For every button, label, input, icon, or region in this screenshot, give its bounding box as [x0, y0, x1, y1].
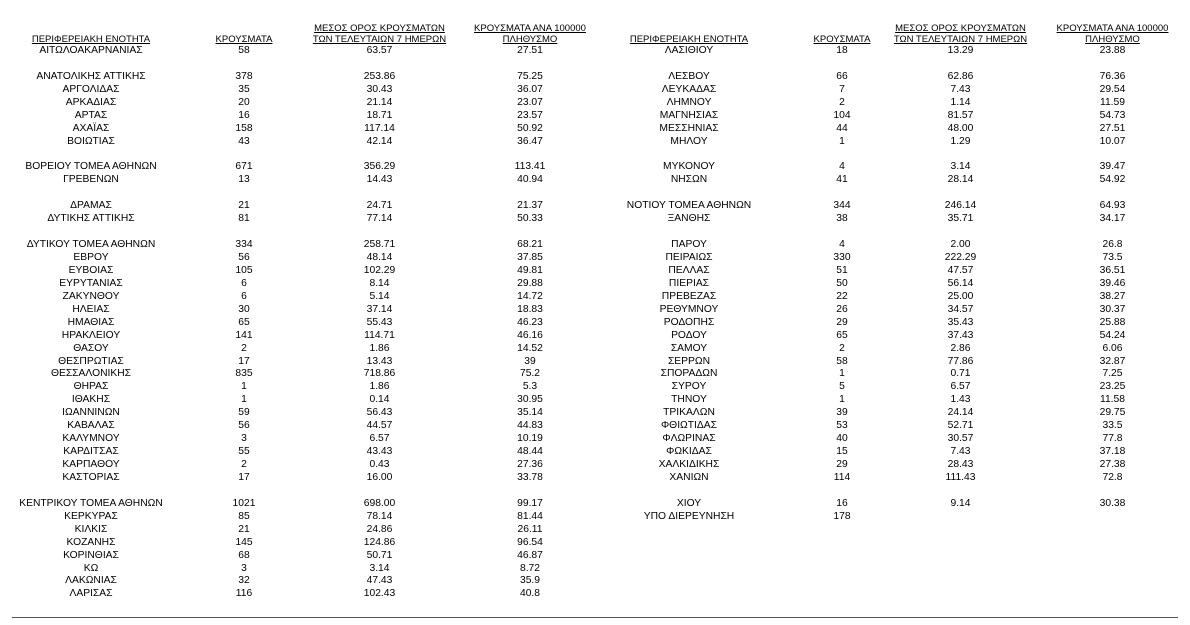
header-avg-line2: ΤΩΝ ΤΕΛΕΥΤΑΙΩΝ 7 ΗΜΕΡΩΝ [893, 34, 1028, 45]
cell-7day-average: 0.43 [369, 459, 390, 470]
cell-cases: 7 [839, 83, 845, 95]
cell-cases: 835 [235, 368, 253, 380]
cell-cases: 50 [836, 277, 848, 289]
cell-7day-average: 30.57 [947, 433, 974, 445]
cell-region: ΜΕΣΣΗΝΙΑΣ [659, 122, 719, 134]
cell-per-100k: 37.18 [1099, 446, 1126, 458]
cell-cases: 21 [238, 200, 250, 212]
cell-cases: 671 [235, 161, 253, 173]
cell-region: ΡΕΘΥΜΝΟΥ [659, 303, 719, 315]
cell-region: ΧΑΛΚΙΔΙΚΗΣ [658, 459, 720, 470]
cell-per-100k: 11.59 [1099, 96, 1125, 108]
cell-per-100k: 23.25 [1099, 381, 1126, 393]
cell-cases: 30 [238, 303, 250, 315]
cell-region: ΑΙΤΩΛΟΑΚΑΡΝΑΝΙΑΣ [39, 45, 143, 56]
cell-cases: 344 [833, 200, 851, 212]
cell-region: ΜΑΓΝΗΣΙΑΣ [659, 109, 719, 121]
cell-cases: 178 [833, 510, 851, 522]
cell-per-100k: 10.19 [517, 433, 543, 445]
cell-per-100k: 40.8 [519, 588, 541, 600]
cell-7day-average: 9.14 [950, 497, 971, 509]
cell-7day-average: 1.86 [369, 342, 390, 354]
cell-region: ΗΛΕΙΑΣ [72, 303, 110, 315]
cell-per-100k: 35.14 [517, 407, 543, 419]
cell-per-100k: 29.54 [1099, 83, 1126, 95]
cell-region: ΜΗΛΟΥ [670, 135, 708, 147]
cell-per-100k: 68.21 [517, 239, 543, 251]
cell-per-100k: 77.8 [1102, 433, 1123, 445]
cell-region: ΚΑΒΑΛΑΣ [67, 420, 115, 432]
cell-cases: 2 [839, 96, 845, 108]
header-7day-average [888, 23, 1033, 45]
cell-7day-average: 25.00 [947, 290, 974, 302]
cell-7day-average: 8.14 [369, 277, 390, 289]
cell-cases: 5 [839, 381, 845, 393]
cell-cases: 58 [238, 45, 250, 56]
cell-7day-average: 77.86 [947, 355, 974, 367]
cell-7day-average: 253.86 [363, 70, 396, 82]
cell-7day-average: 124.86 [363, 536, 396, 548]
cell-per-100k: 54.92 [1099, 174, 1126, 186]
cell-per-100k: 36.07 [517, 83, 543, 95]
cell-region: ΛΑΚΩΝΙΑΣ [65, 575, 117, 587]
cell-7day-average: 16.00 [366, 471, 393, 483]
cell-7day-average: 35.43 [947, 316, 974, 328]
cell-cases: 66 [836, 70, 848, 82]
cell-cases: 2 [839, 342, 845, 354]
cell-cases: 15 [836, 446, 848, 458]
cell-region: ΚΩ [83, 562, 99, 574]
cell-7day-average: 7.43 [950, 83, 971, 95]
cell-per-100k: 39.46 [1099, 277, 1126, 289]
cell-per-100k: 96.54 [517, 536, 543, 548]
cell-7day-average: 698.00 [363, 497, 396, 509]
cell-cases: 13 [238, 174, 250, 186]
cell-cases: 158 [235, 122, 253, 134]
cell-per-100k: 5.3 [522, 381, 538, 393]
cell-region: ΠΑΡΟΥ [671, 239, 707, 251]
cell-cases: 32 [238, 575, 250, 587]
cell-7day-average: 43.43 [366, 446, 393, 458]
cell-region: ΠΙΕΡΙΑΣ [668, 277, 710, 289]
cell-region: ΖΑΚΥΝΘΟΥ [62, 290, 120, 302]
cell-region: ΛΑΡΙΣΑΣ [69, 588, 113, 600]
cell-cases: 116 [235, 588, 253, 600]
cell-per-100k: 38.27 [1099, 290, 1126, 302]
cell-region: ΛΕΣΒΟΥ [668, 70, 710, 82]
cell-region: ΘΕΣΣΑΛΟΝΙΚΗΣ [50, 368, 132, 380]
cell-per-100k: 30.95 [517, 394, 543, 406]
cell-per-100k: 26.8 [1102, 239, 1123, 251]
cell-per-100k: 35.9 [519, 575, 541, 587]
cell-7day-average: 56.43 [366, 407, 393, 419]
cell-region: ΑΡΓΟΛΙΔΑΣ [62, 83, 120, 95]
cell-region: ΑΡΤΑΣ [74, 109, 108, 121]
cell-region: ΙΩΑΝΝΙΝΩΝ [62, 407, 120, 419]
cell-cases: 55 [238, 446, 250, 458]
cell-cases: 38 [836, 213, 848, 225]
cell-per-100k: 27.51 [517, 45, 543, 56]
cell-region: ΚΕΡΚΥΡΑΣ [64, 510, 118, 522]
cell-cases: 44 [836, 122, 848, 134]
cell-7day-average: 1.29 [950, 135, 971, 147]
header-avg-line1: ΜΕΣΟΣ ΟΡΟΣ ΚΡΟΥΣΜΑΤΩΝ [314, 23, 445, 34]
cell-per-100k: 44.83 [517, 420, 543, 432]
cell-per-100k: 21.37 [517, 200, 543, 212]
cell-cases: 2 [241, 342, 247, 354]
header-7day-average [307, 23, 452, 45]
cell-cases: 6 [241, 277, 247, 289]
cell-cases: 114 [833, 471, 851, 483]
cell-7day-average: 63.57 [366, 45, 393, 56]
cell-per-100k: 64.93 [1099, 200, 1126, 212]
cell-region: ΘΗΡΑΣ [73, 381, 109, 393]
cell-cases: 51 [836, 264, 848, 276]
cell-region: ΗΜΑΘΙΑΣ [67, 316, 115, 328]
header-per-line2: ΠΛΗΘΥΣΜΟ [502, 34, 558, 45]
cell-region: ΗΡΑΚΛΕΙΟΥ [61, 329, 121, 341]
cell-region: ΑΧΑΪΑΣ [72, 122, 110, 134]
cell-7day-average: 356.29 [363, 161, 396, 173]
cell-cases: 1021 [232, 497, 256, 509]
cell-region: ΣΥΡΟΥ [671, 381, 707, 393]
cell-cases: 104 [833, 109, 851, 121]
cell-region: ΚΑΛΥΜΝΟΥ [62, 433, 120, 445]
cell-region: ΝΗΣΩΝ [670, 174, 708, 186]
cell-region: ΧΑΝΙΩΝ [669, 471, 709, 483]
cell-region: ΔΥΤΙΚΟΥ ΤΟΜΕΑ ΑΘΗΝΩΝ [26, 239, 156, 251]
cell-cases: 1 [839, 135, 845, 147]
cell-cases: 29 [836, 316, 848, 328]
cell-7day-average: 55.43 [366, 316, 393, 328]
cell-7day-average: 77.14 [366, 213, 393, 225]
cell-per-100k: 8.72 [519, 562, 541, 574]
cell-7day-average: 1.14 [950, 96, 971, 108]
cell-7day-average: 3.14 [369, 562, 390, 574]
cell-7day-average: 222.29 [944, 252, 977, 263]
cell-per-100k: 10.07 [1099, 135, 1126, 147]
cell-region: ΧΙΟΥ [676, 497, 702, 509]
cell-region: ΡΟΔΟΠΗΣ [663, 316, 715, 328]
cell-per-100k: 75.2 [519, 368, 541, 380]
cell-7day-average: 37.43 [947, 329, 974, 341]
cell-region: ΕΥΒΟΙΑΣ [68, 264, 114, 276]
cell-7day-average: 0.71 [950, 368, 971, 380]
cell-per-100k: 32.87 [1099, 355, 1126, 367]
cell-region: ΑΡΚΑΔΙΑΣ [65, 96, 117, 108]
cell-region: ΛΗΜΝΟΥ [666, 96, 712, 108]
cell-region: ΠΡΕΒΕΖΑΣ [661, 290, 717, 302]
cell-7day-average: 6.57 [369, 433, 390, 445]
cell-7day-average: 718.86 [363, 368, 396, 380]
cell-per-100k: 14.72 [517, 290, 543, 302]
cell-cases: 330 [833, 252, 851, 263]
cell-cases: 145 [235, 536, 253, 548]
cell-7day-average: 24.86 [366, 523, 393, 535]
cell-region: ΝΟΤΙΟΥ ΤΟΜΕΑ ΑΘΗΝΩΝ [626, 200, 752, 212]
cell-cases: 1 [839, 394, 845, 406]
cell-cases: 18 [836, 45, 848, 56]
cell-7day-average: 13.43 [366, 355, 393, 367]
cell-cases: 16 [238, 109, 250, 121]
cell-cases: 81 [238, 213, 250, 225]
cell-cases: 378 [235, 70, 253, 82]
cell-region: ΘΕΣΠΡΩΤΙΑΣ [58, 355, 124, 367]
cell-7day-average: 5.14 [369, 290, 390, 302]
cell-per-100k: 54.73 [1099, 109, 1126, 121]
cell-cases: 53 [836, 420, 848, 432]
cell-cases: 41 [836, 174, 848, 186]
cell-7day-average: 0.14 [369, 394, 390, 406]
cell-per-100k: 36.51 [1099, 264, 1126, 276]
cell-cases: 17 [238, 355, 250, 367]
cell-per-100k: 46.16 [517, 329, 543, 341]
cell-region: ΚΟΖΑΝΗΣ [66, 536, 116, 548]
cell-7day-average: 24.14 [947, 407, 974, 419]
cell-cases: 40 [836, 433, 848, 445]
cell-cases: 105 [235, 264, 253, 276]
header-cases: ΚΡΟΥΣΜΑΤΑ [813, 34, 871, 45]
cell-per-100k: 30.37 [1099, 303, 1126, 315]
cell-7day-average: 13.29 [947, 45, 974, 56]
cell-per-100k: 46.23 [517, 316, 543, 328]
cell-cases: 2 [241, 459, 247, 470]
cell-per-100k: 50.33 [517, 213, 543, 225]
cell-per-100k: 30.38 [1099, 497, 1126, 509]
cell-cases: 141 [235, 329, 253, 341]
cell-7day-average: 7.43 [950, 446, 971, 458]
cell-region: ΣΑΜΟΥ [670, 342, 708, 354]
cell-region: ΦΛΩΡΙΝΑΣ [662, 433, 716, 445]
cell-cases: 56 [238, 420, 250, 432]
cell-per-100k: 37.85 [517, 252, 543, 263]
cell-per-100k: 73.5 [1102, 252, 1123, 263]
cell-7day-average: 2.00 [950, 239, 971, 251]
cell-7day-average: 37.14 [366, 303, 393, 315]
cell-per-100k: 36.47 [517, 135, 543, 147]
cell-per-100k: 6.06 [1102, 342, 1123, 354]
cell-7day-average: 1.86 [369, 381, 390, 393]
cell-7day-average: 78.14 [366, 510, 393, 522]
cell-7day-average: 3.14 [950, 161, 971, 173]
cell-per-100k: 27.51 [1099, 122, 1126, 134]
cell-region: ΡΟΔΟΥ [671, 329, 707, 341]
cell-cases: 20 [238, 96, 250, 108]
cell-7day-average: 56.14 [947, 277, 974, 289]
cell-cases: 6 [241, 290, 247, 302]
cell-region: ΠΕΙΡΑΙΩΣ [665, 252, 713, 263]
cell-per-100k: 14.52 [517, 342, 543, 354]
cell-7day-average: 28.14 [947, 174, 974, 186]
cell-cases: 1 [241, 381, 247, 393]
cell-region: ΚΟΡΙΝΘΙΑΣ [63, 549, 119, 561]
cell-7day-average: 47.43 [366, 575, 393, 587]
cell-region: ΤΗΝΟΥ [671, 394, 707, 406]
cell-cases: 4 [839, 161, 845, 173]
cell-cases: 4 [839, 239, 845, 251]
cell-7day-average: 52.71 [947, 420, 974, 432]
cell-cases: 39 [836, 407, 848, 419]
cell-cases: 3 [241, 562, 247, 574]
cell-7day-average: 18.71 [366, 109, 393, 121]
header-per-100k [1040, 23, 1185, 45]
cell-region: ΛΕΥΚΑΔΑΣ [661, 83, 717, 95]
cell-cases: 43 [238, 135, 250, 147]
cell-7day-average: 114.71 [364, 329, 395, 341]
cell-cases: 35 [238, 83, 250, 95]
cell-7day-average: 24.71 [366, 200, 393, 212]
cell-region: ΦΩΚΙΔΑΣ [666, 446, 712, 458]
cell-region: ΤΡΙΚΑΛΩΝ [663, 407, 715, 419]
header-avg-line1: ΜΕΣΟΣ ΟΡΟΣ ΚΡΟΥΣΜΑΤΩΝ [895, 23, 1026, 34]
cell-7day-average: 28.43 [947, 459, 974, 470]
cell-region: ΣΕΡΡΩΝ [667, 355, 711, 367]
cell-region: ΔΡΑΜΑΣ [70, 200, 112, 212]
cell-7day-average: 42.14 [366, 135, 393, 147]
cell-per-100k: 39.47 [1099, 161, 1126, 173]
cell-cases: 334 [235, 239, 253, 251]
cell-region: ΚΑΡΠΑΘΟΥ [62, 459, 120, 470]
bottom-rule [12, 617, 1178, 618]
header-per-100k [460, 23, 600, 45]
cell-7day-average: 102.29 [363, 264, 396, 276]
cell-7day-average: 2.86 [950, 342, 971, 354]
cell-cases: 68 [238, 549, 250, 561]
cell-7day-average: 6.57 [950, 381, 971, 393]
cell-region: ΒΟΡΕΙΟΥ ΤΟΜΕΑ ΑΘΗΝΩΝ [25, 161, 157, 173]
cell-7day-average: 14.43 [366, 174, 393, 186]
cell-cases: 59 [238, 407, 250, 419]
cell-cases: 1 [241, 394, 247, 406]
cell-cases: 16 [836, 497, 848, 509]
cell-cases: 3 [241, 433, 247, 445]
cell-7day-average: 81.57 [947, 109, 974, 121]
header-avg-line2: ΤΩΝ ΤΕΛΕΥΤΑΙΩΝ 7 ΗΜΕΡΩΝ [312, 34, 447, 45]
cell-cases: 56 [238, 252, 250, 263]
cell-region: ΒΟΙΩΤΙΑΣ [67, 135, 115, 147]
cell-per-100k: 27.38 [1099, 459, 1126, 470]
cell-cases: 58 [836, 355, 848, 367]
cell-per-100k: 54.24 [1099, 329, 1126, 341]
cell-per-100k: 25.88 [1099, 316, 1126, 328]
header-cases: ΚΡΟΥΣΜΑΤΑ [215, 34, 273, 45]
cell-7day-average: 1.43 [950, 394, 971, 406]
cell-7day-average: 246.14 [944, 200, 977, 212]
cell-cases: 29 [836, 459, 848, 470]
cell-region: ΑΝΑΤΟΛΙΚΗΣ ΑΤΤΙΚΗΣ [36, 70, 146, 82]
cell-per-100k: 40.94 [517, 174, 543, 186]
cell-per-100k: 29.75 [1099, 407, 1126, 419]
cell-7day-average: 50.71 [366, 549, 393, 561]
header-per-line2: ΠΛΗΘΥΣΜΟ [1085, 34, 1140, 45]
cell-region: ΜΥΚΟΝΟΥ [663, 161, 715, 173]
cell-region: ΚΕΝΤΡΙΚΟΥ ΤΟΜΕΑ ΑΘΗΝΩΝ [19, 497, 163, 509]
cell-per-100k: 50.92 [517, 122, 543, 134]
cell-region: ΚΙΛΚΙΣ [74, 523, 108, 535]
cell-7day-average: 102.43 [363, 588, 396, 600]
cell-per-100k: 113.41 [514, 161, 546, 173]
cell-region: ΥΠΟ ΔΙΕΡΕΥΝΗΣΗ [643, 510, 735, 522]
cell-per-100k: 23.57 [517, 109, 543, 121]
cell-region: ΘΑΣΟΥ [73, 342, 109, 354]
cell-7day-average: 35.71 [947, 213, 974, 225]
cell-per-100k: 29.88 [517, 277, 543, 289]
cell-7day-average: 117.14 [364, 122, 395, 134]
cell-7day-average: 44.57 [366, 420, 393, 432]
cell-per-100k: 46.87 [517, 549, 543, 561]
cell-per-100k: 26.11 [517, 523, 543, 535]
cell-per-100k: 75.25 [517, 70, 543, 82]
cell-region: ΛΑΣΙΘΙΟΥ [664, 45, 714, 56]
cell-per-100k: 81.44 [517, 510, 543, 522]
cell-cases: 17 [238, 471, 250, 483]
cell-cases: 26 [836, 303, 848, 315]
cell-cases: 1 [839, 368, 845, 380]
cell-7day-average: 30.43 [366, 83, 393, 95]
cell-region: ΔΥΤΙΚΗΣ ΑΤΤΙΚΗΣ [47, 213, 135, 225]
cell-region: ΦΘΙΩΤΙΔΑΣ [660, 420, 718, 432]
cell-per-100k: 7.25 [1102, 368, 1123, 380]
cell-region: ΕΥΡΥΤΑΝΙΑΣ [59, 277, 123, 289]
cell-per-100k: 34.17 [1099, 213, 1126, 225]
cell-7day-average: 21.14 [366, 96, 393, 108]
cell-per-100k: 33.5 [1102, 420, 1123, 432]
cell-cases: 85 [238, 510, 250, 522]
cell-7day-average: 48.14 [366, 252, 393, 263]
cell-7day-average: 48.00 [947, 122, 974, 134]
cell-cases: 65 [836, 329, 848, 341]
cell-7day-average: 111.43 [945, 471, 976, 483]
cell-per-100k: 99.17 [517, 497, 543, 509]
cell-cases: 21 [238, 523, 250, 535]
cell-region: ΕΒΡΟΥ [73, 252, 109, 263]
header-per-line1: ΚΡΟΥΣΜΑΤΑ ΑΝΑ 100000 [1056, 23, 1169, 34]
cell-per-100k: 76.36 [1099, 70, 1126, 82]
cell-region: ΚΑΣΤΟΡΙΑΣ [62, 471, 120, 483]
cell-7day-average: 47.57 [947, 264, 974, 276]
cell-region: ΠΕΛΛΑΣ [668, 264, 710, 276]
cell-per-100k: 11.58 [1099, 394, 1125, 406]
cell-per-100k: 49.81 [517, 264, 543, 276]
cell-cases: 65 [238, 316, 250, 328]
cell-per-100k: 33.78 [517, 471, 543, 483]
header-per-line1: ΚΡΟΥΣΜΑΤΑ ΑΝΑ 100000 [474, 23, 586, 34]
cell-7day-average: 34.57 [947, 303, 974, 315]
cell-region: ΞΑΝΘΗΣ [667, 213, 711, 225]
cell-per-100k: 23.07 [517, 96, 543, 108]
cell-per-100k: 18.83 [517, 303, 543, 315]
cell-cases: 22 [836, 290, 848, 302]
cell-per-100k: 48.44 [517, 446, 543, 458]
cell-7day-average: 258.71 [363, 239, 396, 251]
header-region: ΠΕΡΙΦΕΡΕΙΑΚΗ ΕΝΟΤΗΤΑ [31, 34, 151, 45]
cell-region: ΣΠΟΡΑΔΩΝ [660, 368, 718, 380]
cell-per-100k: 23.88 [1099, 45, 1126, 56]
cell-region: ΚΑΡΔΙΤΣΑΣ [63, 446, 119, 458]
cell-per-100k: 39 [524, 355, 536, 367]
cell-region: ΓΡΕΒΕΝΩΝ [63, 174, 119, 186]
cell-per-100k: 72.8 [1102, 471, 1123, 483]
header-region: ΠΕΡΙΦΕΡΕΙΑΚΗ ΕΝΟΤΗΤΑ [629, 34, 749, 45]
cell-per-100k: 27.36 [517, 459, 543, 470]
cell-region: ΙΘΑΚΗΣ [71, 394, 111, 406]
cell-7day-average: 62.86 [947, 70, 974, 82]
